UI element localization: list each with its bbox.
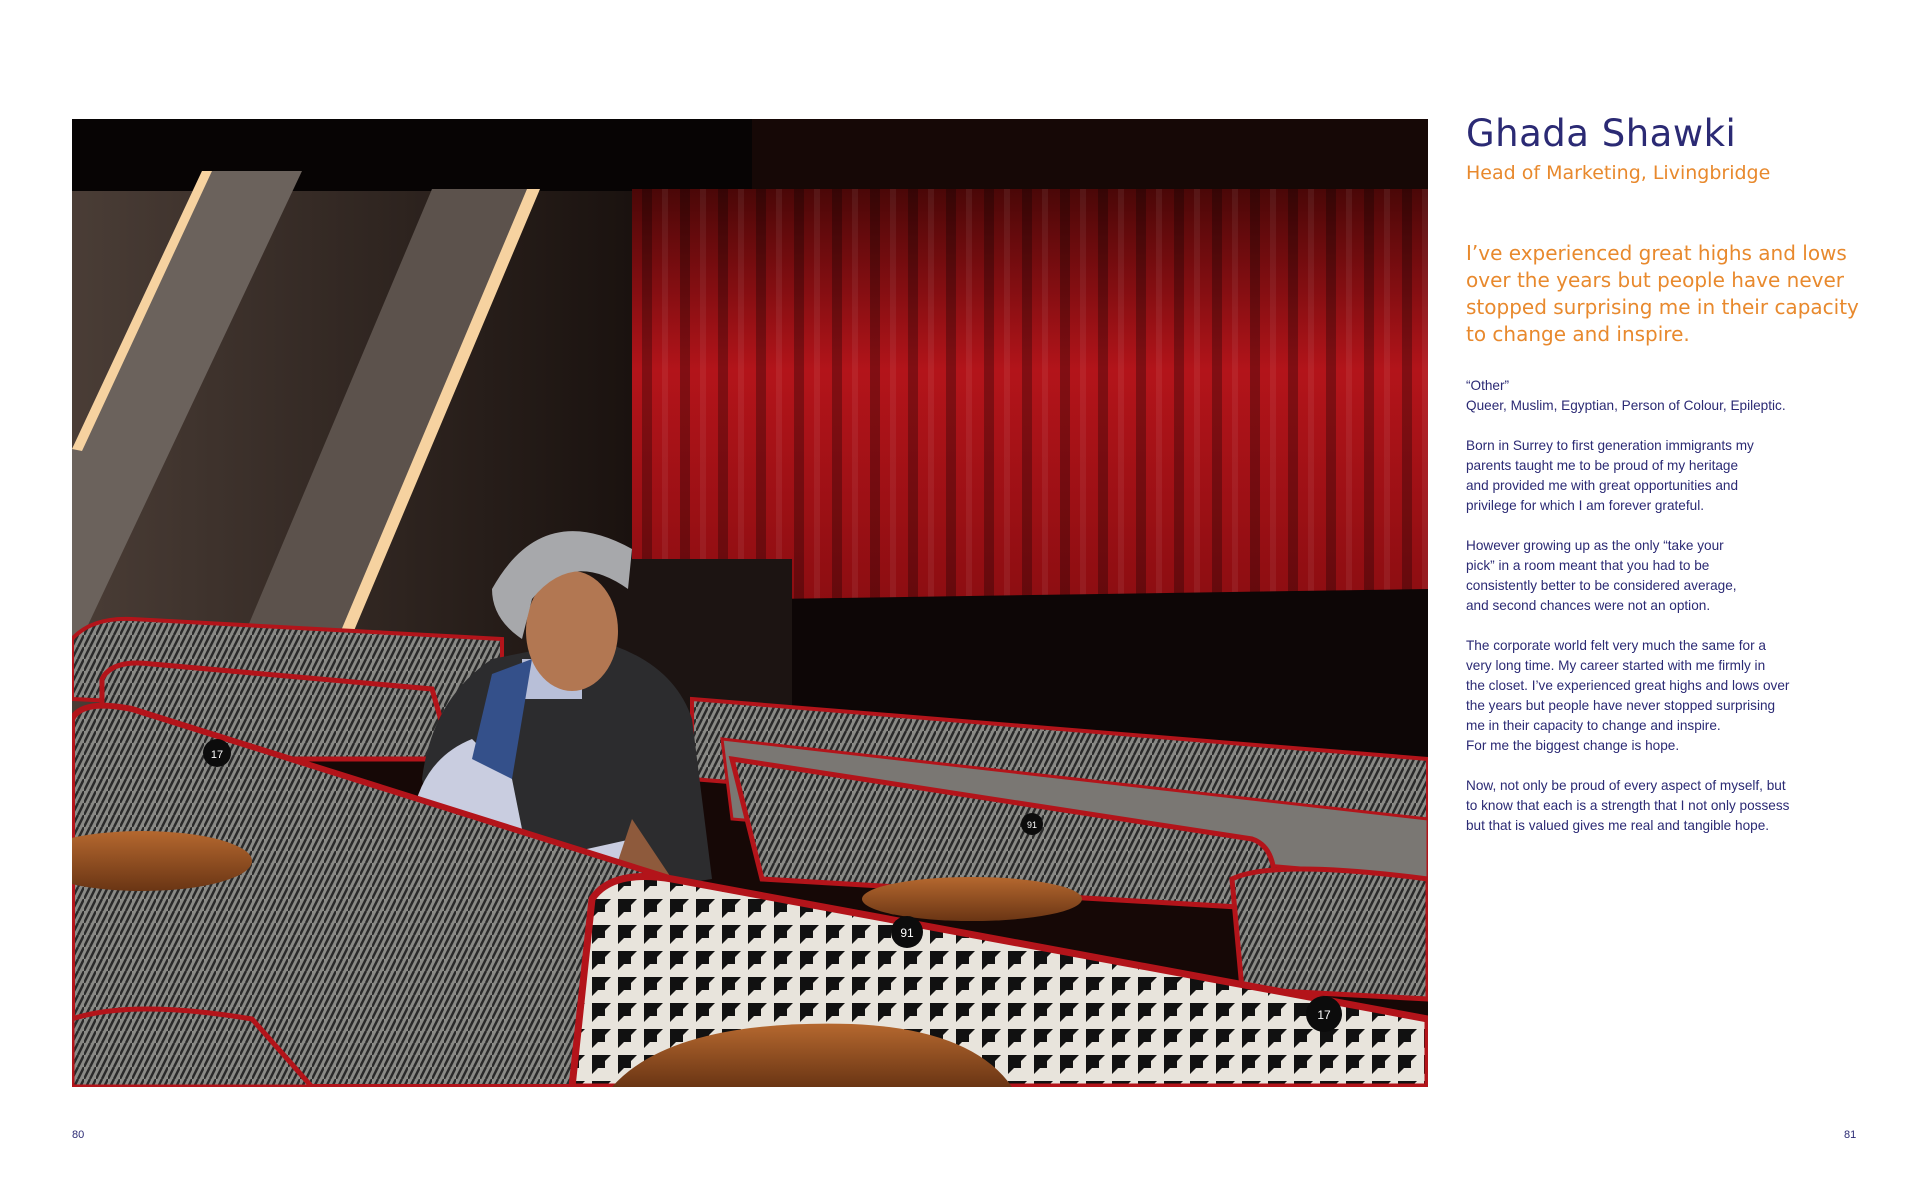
body-line: Now, not only be proud of every aspect of myself, but xyxy=(1466,778,1786,793)
profile-name: Ghada Shawki xyxy=(1466,112,1737,155)
body-line: Born in Surrey to first generation immigrants my xyxy=(1466,438,1754,453)
page-number-left: 80 xyxy=(72,1129,85,1141)
seat-number: 91 xyxy=(900,926,914,940)
cinema-scene xyxy=(72,119,1428,1087)
pull-quote-line: over the years but people have never xyxy=(1466,268,1845,292)
body-line: The corporate world felt very much the same for a xyxy=(1466,638,1766,653)
body-line: and second chances were not an option. xyxy=(1466,598,1711,613)
body-line: and provided me with great opportunities and xyxy=(1466,478,1739,493)
profile-role: Head of Marketing, Livingbridge xyxy=(1466,162,1771,184)
body-line: privilege for which I am forever grateful. xyxy=(1466,498,1704,513)
body-line: the years but people have never stopped surprising xyxy=(1466,698,1776,713)
body-copy xyxy=(1466,376,1841,836)
body-line: the closet. I’ve experienced great highs and lows over xyxy=(1466,678,1790,693)
body-line: me in their capacity to change and inspire. xyxy=(1466,718,1721,733)
page-number-right: 81 xyxy=(1844,1129,1857,1141)
portrait-photo xyxy=(72,119,1428,1087)
body-line: to know that each is a strength that I not only possess xyxy=(1466,798,1790,813)
body-line: pick” in a room meant that you had to be xyxy=(1466,558,1710,573)
seat-number: 91 xyxy=(1026,820,1038,830)
body-paragraph xyxy=(1466,776,1841,836)
body-line: very long time. My career started with me firmly in xyxy=(1466,658,1766,673)
pull-quote xyxy=(1466,240,1859,348)
body-line: but that is valued gives me real and tangible hope. xyxy=(1466,818,1770,833)
body-line: parents taught me to be proud of my heritage xyxy=(1466,458,1739,473)
pull-quote-line: I’ve experienced great highs and lows xyxy=(1466,241,1847,265)
pull-quote-line: to change and inspire. xyxy=(1466,322,1690,346)
body-line: However growing up as the only “take your xyxy=(1466,538,1724,553)
body-line: For me the biggest change is hope. xyxy=(1466,738,1680,753)
body-line: consistently better to be considered average, xyxy=(1466,578,1737,593)
side-table xyxy=(862,877,1082,921)
body-line: “Other” xyxy=(1466,378,1510,393)
body-paragraph xyxy=(1466,436,1841,516)
body-line: Queer, Muslim, Egyptian, Person of Colour, Epileptic. xyxy=(1466,398,1786,413)
seat xyxy=(1232,869,1428,999)
pull-quote-line: stopped surprising me in their capacity xyxy=(1466,295,1859,319)
seat-number: 17 xyxy=(1317,1008,1331,1022)
body-paragraph xyxy=(1466,636,1841,756)
seat-number: 17 xyxy=(210,749,224,761)
profile-column xyxy=(1466,112,1866,856)
body-paragraph xyxy=(1466,536,1841,616)
body-paragraph xyxy=(1466,376,1841,416)
